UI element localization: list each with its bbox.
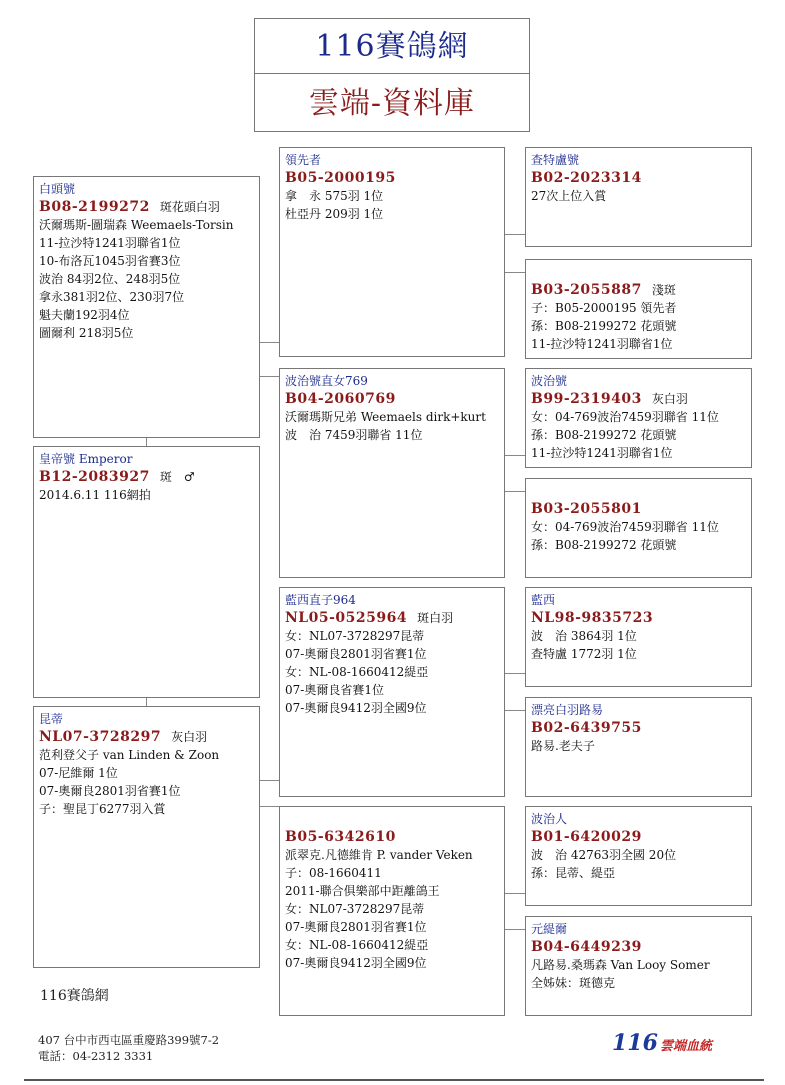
ring-number: B05-2000195 bbox=[285, 170, 396, 186]
card-line: 沃爾瑪斯-圖瑞森 Weemaels-Torsin bbox=[39, 218, 234, 232]
pedigree-card-gen3-7[interactable] bbox=[525, 806, 752, 906]
connector-line bbox=[260, 376, 279, 377]
card-line: 07-奧爾良省賽1位 bbox=[285, 683, 384, 697]
logo-text: 雲端血統 bbox=[659, 1039, 712, 1054]
pedigree-card-gen3-5[interactable] bbox=[525, 587, 752, 687]
ring-number: B12-2083927 bbox=[39, 469, 150, 485]
bird-name: 波治號直女769 bbox=[285, 374, 368, 388]
pedigree-card-gen3-8[interactable] bbox=[525, 916, 752, 1016]
card-line: 07-奧爾良2801羽省賽1位 bbox=[285, 647, 427, 661]
bird-name: 領先者 bbox=[285, 153, 322, 167]
pedigree-card-sire[interactable] bbox=[33, 176, 260, 438]
bird-name: 查特盧號 bbox=[531, 153, 580, 167]
pedigree-card-gen2-4[interactable] bbox=[279, 806, 505, 1016]
pedigree-card-gen2-2[interactable] bbox=[279, 368, 505, 578]
ring-number: B08-2199272 bbox=[39, 199, 150, 215]
connector-line bbox=[505, 455, 525, 456]
bottom-divider bbox=[24, 1079, 764, 1081]
pedigree-card-gen3-2[interactable] bbox=[525, 259, 752, 359]
pedigree-card-dam[interactable] bbox=[33, 706, 260, 968]
bird-name: 皇帝號 Emperor bbox=[39, 452, 133, 466]
card-line: 杜亞丹 209羽 1位 bbox=[285, 207, 384, 221]
bird-name: 波治號 bbox=[531, 374, 568, 388]
bird-name: 藍西 bbox=[531, 593, 556, 607]
bird-name: 藍西直子964 bbox=[285, 593, 356, 607]
site-title: 116賽鴿網 bbox=[254, 18, 530, 74]
ring-number: B01-6420029 bbox=[531, 829, 642, 845]
database-subtitle: 雲端-資料庫 bbox=[254, 73, 530, 132]
card-line: 11-拉沙特1241羽聯省1位 bbox=[531, 337, 673, 351]
card-line: 波治 84羽2位、248羽5位 bbox=[39, 272, 181, 286]
connector-line bbox=[505, 272, 525, 273]
connector-line bbox=[505, 491, 525, 492]
pedigree-card-gen2-3[interactable] bbox=[279, 587, 505, 797]
card-line: 拿永381羽2位、230羽7位 bbox=[39, 290, 185, 304]
footer-site-name: 116賽鴿網 bbox=[40, 988, 109, 1004]
card-line: 2014.6.11 116網拍 bbox=[39, 488, 151, 502]
ring-number: B02-6439755 bbox=[531, 720, 642, 736]
card-line: 沃爾瑪斯兄弟 Weemaels dirk+kurt bbox=[285, 410, 486, 424]
card-line: 女：NL07-3728297昆蒂 bbox=[285, 902, 425, 916]
pedigree-card-gen3-4[interactable] bbox=[525, 478, 752, 578]
card-line: 拿 永 575羽 1位 bbox=[285, 189, 384, 203]
connector-line bbox=[146, 438, 147, 446]
bird-color: 斑花頭白羽 bbox=[159, 200, 220, 214]
pedigree-card-gen3-3[interactable] bbox=[525, 368, 752, 468]
ring-number: B02-2023314 bbox=[531, 170, 642, 186]
connector-line bbox=[260, 806, 279, 807]
card-line: 07-奧爾良2801羽省賽1位 bbox=[39, 784, 181, 798]
ring-number: B05-6342610 bbox=[285, 829, 396, 845]
pedigree-card-subject[interactable] bbox=[33, 446, 260, 698]
card-line: 07-尼維爾 1位 bbox=[39, 766, 118, 780]
connector-line bbox=[260, 780, 279, 781]
card-line: 11-拉沙特1241羽聯省1位 bbox=[531, 446, 673, 460]
ring-number: B03-2055801 bbox=[531, 501, 642, 517]
pedigree-card-gen3-6[interactable] bbox=[525, 697, 752, 797]
card-line: 波 治 3864羽 1位 bbox=[531, 629, 637, 643]
connector-line bbox=[505, 929, 525, 930]
address: 407 台中市西屯區重慶路399號7-2 bbox=[38, 1033, 220, 1047]
card-line: 27次上位入賞 bbox=[531, 189, 607, 203]
card-line: 11-拉沙特1241羽聯省1位 bbox=[39, 236, 181, 250]
ring-number: B04-6449239 bbox=[531, 939, 642, 955]
card-line: 孫：B08-2199272 花頭號 bbox=[531, 319, 677, 333]
ring-number: NL98-9835723 bbox=[531, 610, 654, 626]
ring-number: B03-2055887 bbox=[531, 282, 642, 298]
card-line: 10-布洛瓦1045羽省賽3位 bbox=[39, 254, 181, 268]
connector-line bbox=[505, 673, 525, 674]
card-line: 查特盧 1772羽 1位 bbox=[531, 647, 637, 661]
card-line: 魁夫蘭192羽4位 bbox=[39, 308, 130, 322]
connector-line bbox=[260, 342, 279, 343]
card-line: 孫：B08-2199272 花頭號 bbox=[531, 538, 677, 552]
card-line: 女：NL-08-1660412緹亞 bbox=[285, 665, 429, 679]
connector-line bbox=[505, 710, 525, 711]
ring-number: NL05-0525964 bbox=[285, 610, 408, 626]
bird-color: 灰白羽 bbox=[651, 392, 688, 406]
ring-number: B04-2060769 bbox=[285, 391, 396, 407]
connector-line bbox=[505, 893, 525, 894]
card-line: 女：NL-08-1660412緹亞 bbox=[285, 938, 429, 952]
brand-logo bbox=[612, 1030, 712, 1056]
logo-number: 116 bbox=[612, 1030, 658, 1056]
bird-color: 灰白羽 bbox=[171, 730, 208, 744]
bird-color: 斑 ♂ bbox=[159, 470, 195, 484]
bird-name: 漂亮白羽路易 bbox=[531, 703, 604, 717]
bird-name: 白頭號 bbox=[39, 182, 76, 196]
card-line: 07-奧爾良9412羽全國9位 bbox=[285, 956, 427, 970]
pedigree-card-gen3-1[interactable] bbox=[525, 147, 752, 247]
card-line: 07-奧爾良9412羽全國9位 bbox=[285, 701, 427, 715]
ring-number: NL07-3728297 bbox=[39, 729, 162, 745]
card-line: 全姊妹：斑德克 bbox=[531, 976, 616, 990]
card-line: 女：NL07-3728297昆蒂 bbox=[285, 629, 425, 643]
card-line: 范利登父子 van Linden & Zoon bbox=[39, 748, 220, 762]
card-line: 子：B05-2000195 領先者 bbox=[531, 301, 677, 315]
card-line: 孫：昆蒂、緹亞 bbox=[531, 866, 616, 880]
card-line: 女：04-769波治7459羽聯省 11位 bbox=[531, 410, 719, 424]
phone: 電話：04-2312 3331 bbox=[38, 1049, 154, 1063]
card-line: 孫：B08-2199272 花頭號 bbox=[531, 428, 677, 442]
pedigree-card-gen2-1[interactable] bbox=[279, 147, 505, 357]
card-line: 07-奧爾良2801羽省賽1位 bbox=[285, 920, 427, 934]
bird-name: 元緹爾 bbox=[531, 922, 568, 936]
card-line: 圖爾利 218羽5位 bbox=[39, 326, 134, 340]
contact-info bbox=[38, 1032, 219, 1064]
ring-number: B99-2319403 bbox=[531, 391, 642, 407]
connector-line bbox=[505, 234, 525, 235]
card-line: 子：聖昆丁6277羽入賞 bbox=[39, 802, 166, 816]
card-line: 2011-聯合俱樂部中距離鴿王 bbox=[285, 884, 440, 898]
bird-name: 昆蒂 bbox=[39, 712, 64, 726]
card-line: 波 治 42763羽全國 20位 bbox=[531, 848, 677, 862]
bird-color: 斑白羽 bbox=[417, 611, 454, 625]
card-line: 波 治 7459羽聯省 11位 bbox=[285, 428, 423, 442]
bird-name: 波治人 bbox=[531, 812, 568, 826]
card-line: 路易.老夫子 bbox=[531, 739, 595, 753]
card-line: 子：08-1660411 bbox=[285, 866, 382, 880]
connector-line bbox=[146, 698, 147, 706]
card-line: 女：04-769波治7459羽聯省 11位 bbox=[531, 520, 719, 534]
card-line: 派翠克.凡德維肯 P. vander Veken bbox=[285, 848, 473, 862]
bird-color: 淺斑 bbox=[651, 283, 676, 297]
card-line: 凡路易.桑瑪森 Van Looy Somer bbox=[531, 958, 710, 972]
